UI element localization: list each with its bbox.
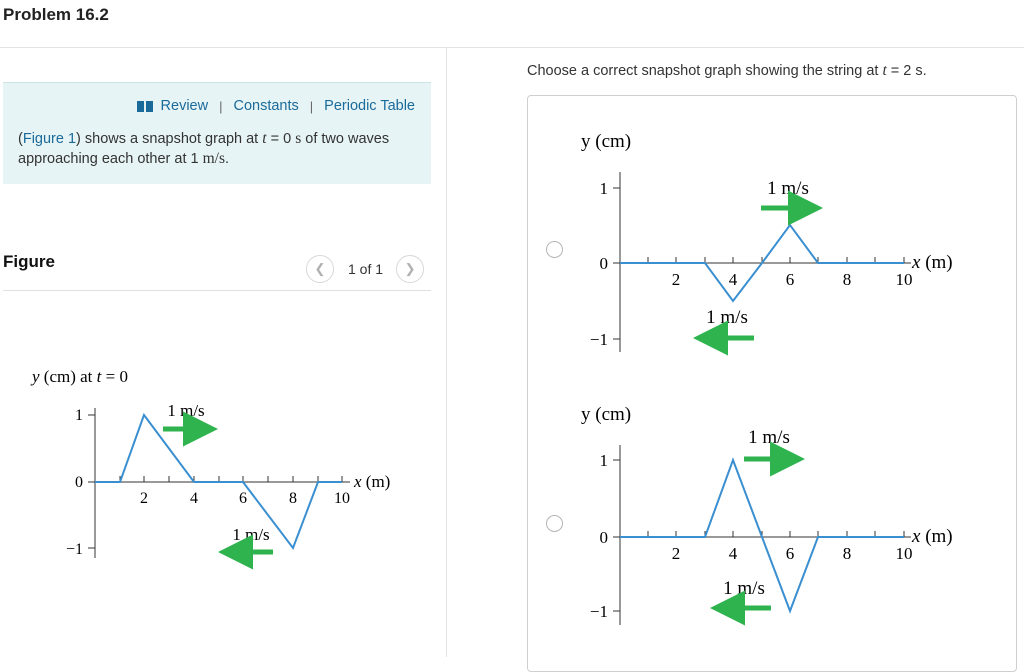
figure-x-tick-8: 8 — [289, 490, 297, 507]
constants-link[interactable]: Constants — [233, 98, 299, 114]
figure-divider — [3, 290, 431, 291]
option-b-y-axis-label: y (cm) — [581, 404, 632, 425]
figure-y-axis-label: y (cm) at t = 0 — [32, 367, 128, 386]
option-a-graph — [528, 120, 1014, 360]
option-a-x-tick-10: 10 — [895, 270, 913, 289]
figure-y-tick-1: 1 — [75, 407, 83, 424]
figure-y-tick-neg1: −1 — [65, 541, 83, 558]
option-a-x-tick-8: 8 — [842, 270, 852, 289]
info-panel — [3, 82, 431, 184]
option-a-x-tick-6: 6 — [785, 270, 795, 289]
review-link[interactable]: Review — [160, 98, 209, 114]
figure-pager — [306, 255, 424, 283]
figure-1-link[interactable]: Figure 1 — [22, 131, 77, 147]
option-a-y-tick-0: 0 — [599, 254, 608, 273]
figure-y-tick-0: 0 — [75, 474, 83, 491]
figure-label: Figure — [3, 252, 55, 271]
answer-options-box — [527, 95, 1017, 672]
chevron-left-icon: ❮ — [314, 261, 326, 276]
option-b-x-tick-2: 2 — [671, 544, 681, 563]
intro-time-var: t — [262, 130, 267, 147]
intro-text-part3: of two waves approaching each other at 1 — [18, 131, 390, 167]
option-b-x-tick-8: 8 — [842, 544, 852, 563]
figure-right-speed-label: 1 m/s — [167, 401, 205, 420]
problem-intro — [18, 129, 418, 169]
intro-text-part2: = 0 — [266, 131, 296, 147]
option-a-x-tick-2: 2 — [671, 270, 681, 289]
option-b-x-tick-10: 10 — [895, 544, 913, 563]
option-a-left-speed-label: 1 m/s — [706, 307, 748, 328]
option-a-right-speed-label: 1 m/s — [767, 178, 809, 199]
option-b-x-tick-4: 4 — [728, 544, 738, 563]
figure-x-tick-10: 10 — [334, 490, 350, 507]
figure-left-speed-label: 1 m/s — [232, 525, 270, 544]
link-separator: | — [219, 98, 223, 114]
option-a-y-tick-neg1: −1 — [589, 330, 608, 349]
book-icon — [137, 100, 153, 112]
option-b-right-speed-label: 1 m/s — [748, 427, 790, 448]
intro-speed-unit: m/s — [202, 150, 226, 167]
resource-links — [137, 98, 415, 114]
chevron-right-icon: ❯ — [404, 261, 416, 276]
option-a-x-axis-label: x (m) — [912, 252, 953, 273]
option-a-wave-line — [620, 225, 904, 301]
option-a-y-tick-1: 1 — [599, 179, 608, 198]
intro-unit-s: s — [295, 130, 302, 147]
link-separator: | — [309, 98, 314, 114]
next-figure-button[interactable] — [396, 255, 424, 283]
option-b-left-speed-label: 1 m/s — [723, 578, 765, 599]
question-suffix: = 2 s. — [886, 63, 927, 79]
option-b-x-axis-label: x (m) — [912, 526, 953, 547]
intro-text-part1: ) shows a snapshot graph at — [76, 131, 263, 147]
figure-x-tick-2: 2 — [140, 490, 148, 507]
prev-figure-button[interactable] — [306, 255, 334, 283]
periodic-table-link[interactable]: Periodic Table — [324, 98, 415, 114]
option-a-y-axis-label: y (cm) — [581, 131, 632, 152]
column-divider — [446, 48, 447, 657]
question-time-var: t — [882, 62, 887, 79]
question-prompt — [527, 62, 927, 80]
problem-title: Problem 16.2 — [3, 5, 109, 24]
figure-graph — [0, 360, 440, 580]
intro-open-paren: ( — [18, 131, 23, 147]
figure-x-tick-6: 6 — [239, 490, 247, 507]
intro-period: . — [225, 151, 230, 167]
pager-count: 1 of 1 — [348, 261, 384, 277]
top-divider — [0, 47, 1024, 48]
option-b-y-tick-1: 1 — [599, 451, 608, 470]
option-b-y-tick-neg1: −1 — [589, 602, 608, 621]
figure-x-tick-4: 4 — [190, 490, 198, 507]
option-b-y-tick-0: 0 — [599, 528, 608, 547]
option-b-graph — [528, 393, 1014, 633]
option-a-x-tick-4: 4 — [728, 270, 738, 289]
question-prefix: Choose a correct snapshot graph showing the string at — [527, 63, 883, 79]
figure-x-axis-label: x (m) — [354, 472, 391, 491]
option-b-x-tick-6: 6 — [785, 544, 795, 563]
